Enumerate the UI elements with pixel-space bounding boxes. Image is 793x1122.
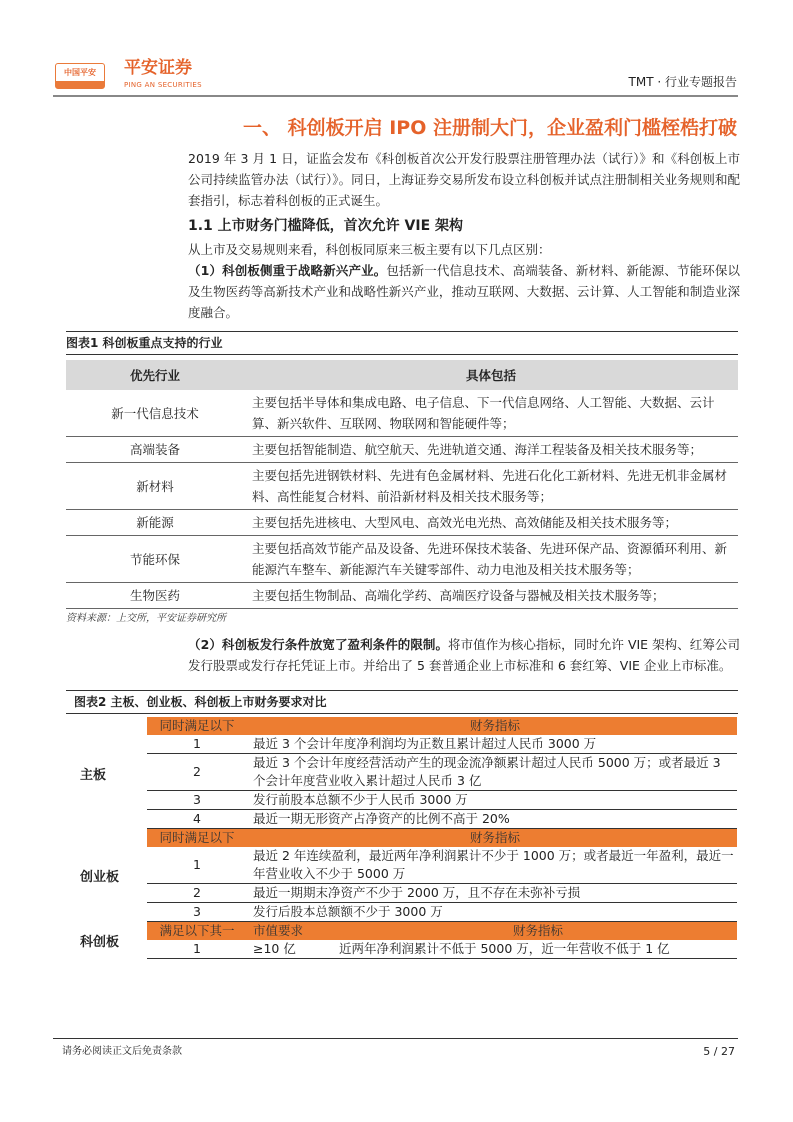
content xyxy=(0,110,793,959)
industry-name: 新能源 xyxy=(66,510,244,536)
table-row xyxy=(66,536,738,583)
paragraph: 从上市及交易规则来看，科创板同原来三板主要有以下几点区别： xyxy=(188,242,551,257)
industry-table xyxy=(66,360,738,609)
table-row xyxy=(66,463,738,510)
table2-caption-block xyxy=(66,690,738,714)
section-title: 一、 科创板开启 IPO 注册制大门，企业盈利门槛桎梏打破 xyxy=(243,117,737,139)
table-row: 2 最近一期期末净资产不少于 2000 万，且不存在未弥补亏损 xyxy=(147,884,737,903)
table-header: 满足以下其一 市值要求 财务指标 xyxy=(147,922,737,940)
industry-detail: 主要包括半导体和集成电路、电子信息、下一代信息网络、人工智能、大数据、云计算、新兴软件、互联网、物联网和智能硬件等； xyxy=(244,390,738,437)
ping-an-logo: 中国平安 xyxy=(55,63,105,89)
board-group-main xyxy=(66,717,738,829)
table-header: 同时满足以下 财务指标 xyxy=(147,829,737,847)
board-table-star xyxy=(147,922,737,959)
board-group-gem xyxy=(66,829,738,922)
footer-divider xyxy=(53,1038,738,1039)
table-row xyxy=(66,390,738,437)
table1-block xyxy=(66,331,738,626)
industry-detail: 主要包括生物制品、高端化学药、高端医疗设备与器械及相关技术服务等； xyxy=(244,583,738,609)
intro-paragraph: 2019 年 3 月 1 日，证监会发布《科创板首次公开发行股票注册管理办法（试行）》和《科创板上市公司持续监管办法（试行）》。同日，上海证券交易所发布设立科创板并试点注册制相关业务规则和配套指引，标志着科创板的正式诞生。 xyxy=(188,151,740,208)
board-table-gem xyxy=(147,829,737,922)
header-divider xyxy=(53,95,738,97)
subsection-title: 1.1 上市财务门槛降低，首次允许 VIE 架构 xyxy=(188,218,464,234)
brand-name: 平安证券 xyxy=(124,58,192,78)
table1-source: 资料来源：上交所，平安证券研究所 xyxy=(66,613,226,624)
brand-name-en: PING AN SECURITIES xyxy=(124,81,202,89)
industry-detail: 主要包括高效节能产品及设备、先进环保技术装备、先进环保产品、资源循环利用、新能源汽车整车、新能源汽车关键零部件、动力电池及相关技术服务等； xyxy=(244,536,738,583)
table-row: 1 最近 3 个会计年度净利润均为正数且累计超过人民币 3000 万 xyxy=(147,735,737,754)
industry-detail: 主要包括先进钢铁材料、先进有色金属材料、先进石化化工新材料、先进无机非金属材料、高性能复合材料、前沿新材料及相关技术服务等； xyxy=(244,463,738,510)
financial-requirements-table xyxy=(0,717,793,959)
table-row: 1 ≥10 亿 近两年净利润累计不低于 5000 万，近一年营收不低于 1 亿 xyxy=(147,940,737,959)
board-label-star: 科创板 xyxy=(80,935,120,950)
table-row: 3 发行前股本总额不少于人民币 3000 万 xyxy=(147,791,737,810)
industry-name: 新一代信息技术 xyxy=(66,390,244,437)
table-row: 4 最近一期无形资产占净资产的比例不高于 20% xyxy=(147,810,737,829)
table-row xyxy=(66,510,738,536)
point-2: （2）科创板发行条件放宽了盈利条件的限制。将市值作为核心指标，同时允许 VIE 架构、红筹公司发行股票或发行存托凭证上市。并给出了 5 套普通企业上市标准和 6 套红筹、VIE 企业上市标准。 xyxy=(188,637,740,673)
industry-detail: 主要包括先进核电、大型风电、高效光电光热、高效储能及相关技术服务等； xyxy=(244,510,738,536)
board-group-star xyxy=(66,922,738,959)
table-row: 3 发行后股本总额额不少于 3000 万 xyxy=(147,903,737,922)
table-row xyxy=(66,583,738,609)
page-number: 5 / 27 xyxy=(703,1045,735,1058)
point-1: （1）科创板侧重于战略新兴产业。包括新一代信息技术、高端装备、新材料、新能源、节能环保以及生物医药等高新技术产业和战略性新兴产业，推动互联网、大数据、云计算、人工智能和制造业深度融合。 xyxy=(188,263,740,320)
industry-name: 节能环保 xyxy=(66,536,244,583)
table2-caption: 图表2 主板、创业板、科创板上市财务要求对比 xyxy=(66,690,738,714)
table-row xyxy=(66,437,738,463)
board-label-gem: 创业板 xyxy=(80,870,120,885)
industry-name: 生物医药 xyxy=(66,583,244,609)
industry-name: 高端装备 xyxy=(66,437,244,463)
board-table-main xyxy=(147,717,737,829)
table-row: 2 最近 3 个会计年度经营活动产生的现金流净额累计超过人民币 5000 万；或者最近 3 个会计年度营业收入累计超过人民币 3 亿 xyxy=(147,754,737,791)
document-type: TMT · 行业专题报告 xyxy=(628,75,737,89)
table1-caption: 图表1 科创板重点支持的行业 xyxy=(66,331,738,355)
table-header: 优先行业 具体包括 xyxy=(66,360,738,390)
industry-name: 新材料 xyxy=(66,463,244,510)
table-row: 1 最近 2 年连续盈利，最近两年净利润累计不少于 1000 万；或者最近一年盈利，最近一年营业收入不少于 5000 万 xyxy=(147,847,737,884)
industry-detail: 主要包括智能制造、航空航天、先进轨道交通、海洋工程装备及相关技术服务等； xyxy=(244,437,738,463)
table-header: 同时满足以下 财务指标 xyxy=(147,717,737,735)
board-label-main: 主板 xyxy=(80,767,107,783)
disclaimer-note: 请务必阅读正文后免责条款 xyxy=(62,1046,182,1057)
